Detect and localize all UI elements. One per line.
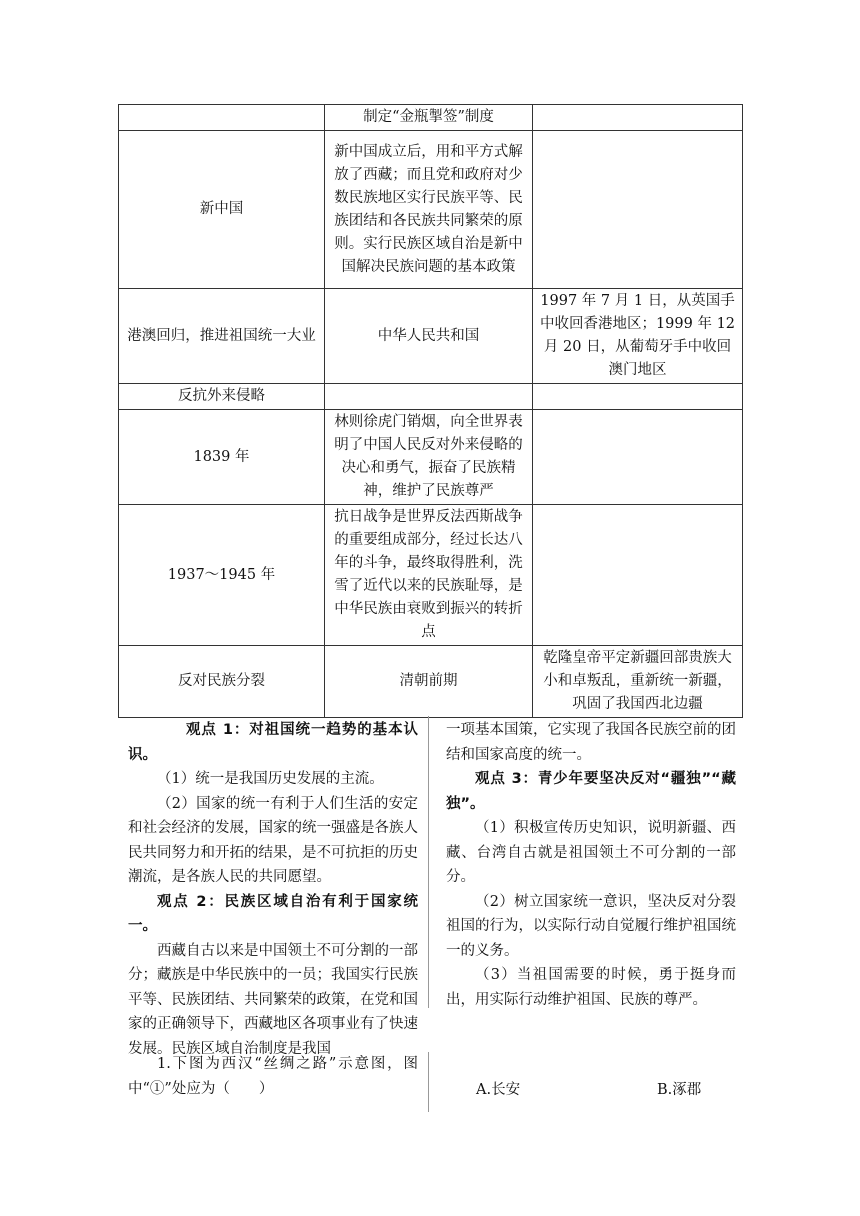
paragraph: 西藏自古以来是中国领土不可分割的一部分；藏族是中华民族中的一员；我国实行民族平等、民族团结、共同繁荣的政策，在党和国家的正确领导下，西藏地区各项事业有了快速发展。民族区域自治制度是我国: [128, 942, 418, 1057]
question-stem: 1.下图为西汉“丝绸之路”示意图，图中“①”处应为（ ）: [128, 1056, 418, 1097]
table-cell: 1937～1945 年: [119, 505, 325, 646]
table-cell: 林则徐虎门销烟，向全世界表明了中国人民反对外来侵略的决心和勇气，振奋了民族精神，维护了民族尊严: [325, 410, 533, 505]
table-cell: 反抗外来侵略: [119, 384, 325, 410]
table-cell: [325, 384, 533, 410]
question-1: [128, 1052, 418, 1101]
right-column: [446, 718, 736, 1012]
paragraph: 一项基本国策，它实现了我国各民族空前的团结和国家高度的统一。: [446, 722, 736, 763]
table-cell: 乾隆皇帝平定新疆回部贵族大小和卓叛乱，重新统一新疆，巩固了我国西北边疆: [533, 646, 743, 718]
option-a: A.长安: [476, 1082, 521, 1098]
viewpoint-2-heading: 观点 2：民族区域自治有利于国家统一。: [128, 893, 418, 934]
table-row: [119, 646, 743, 718]
column-divider: [428, 1052, 429, 1112]
history-table: [118, 104, 743, 718]
table-cell: 1839 年: [119, 410, 325, 505]
paragraph: （2）树立国家统一意识，坚决反对分裂祖国的行为，以实际行动自觉履行维护祖国统一的义务。: [446, 893, 736, 959]
table-cell: 新中国成立后，用和平方式解放了西藏；而且党和政府对少数民族地区实行民族平等、民族团结和各民族共同繁荣的原则。实行民族区域自治是新中国解决民族问题的基本政策: [325, 131, 533, 289]
left-column: [128, 718, 418, 1061]
viewpoint-1-heading: 观点 1：对祖国统一趋势的基本认识。: [128, 722, 418, 763]
table-cell: 新中国: [119, 131, 325, 289]
paragraph: （3）当祖国需要的时候，勇于挺身而出，用实际行动维护祖国、民族的尊严。: [446, 967, 736, 1008]
table-row: [119, 105, 743, 131]
paragraph: （1）积极宣传历史知识，说明新疆、西藏、台湾自古就是祖国领土不可分割的一部分。: [446, 820, 736, 885]
table-row: [119, 410, 743, 505]
table-row: [119, 384, 743, 410]
table-cell: [533, 505, 743, 646]
table-row: [119, 131, 743, 289]
table-cell: [533, 384, 743, 410]
table-cell: 反对民族分裂: [119, 646, 325, 718]
table-cell: 中华人民共和国: [325, 289, 533, 384]
table-cell: [533, 410, 743, 505]
table-cell: [533, 105, 743, 131]
table-cell: 制定“金瓶掣签”制度: [325, 105, 533, 131]
column-divider: [428, 716, 429, 1008]
viewpoint-3-heading: 观点 3：青少年要坚决反对“疆独”“藏独”。: [446, 771, 736, 812]
table-cell: 1997 年 7 月 1 日，从英国手中收回香港地区；1999 年 12 月 20 日，从葡萄牙手中收回澳门地区: [533, 289, 743, 384]
table-cell: [119, 105, 325, 131]
paragraph: （1）统一是我国历史发展的主流。: [157, 771, 384, 787]
table-row: [119, 289, 743, 384]
table-cell: 清朝前期: [325, 646, 533, 718]
paragraph: （2）国家的统一有利于人们生活的安定和社会经济的发展，国家的统一强盛是各族人民共同努力和开拓的结果，是不可抗拒的历史潮流，是各族人民的共同愿望。: [128, 795, 418, 885]
table-cell: 港澳回归，推进祖国统一大业: [119, 289, 325, 384]
table-cell: 抗日战争是世界反法西斯战争的重要组成部分，经过长达八年的斗争，最终取得胜利，洗雪了近代以来的民族耻辱，是中华民族由衰败到振兴的转折点: [325, 505, 533, 646]
table-row: [119, 505, 743, 646]
option-b: B.涿郡: [657, 1082, 702, 1098]
table-cell: [533, 131, 743, 289]
